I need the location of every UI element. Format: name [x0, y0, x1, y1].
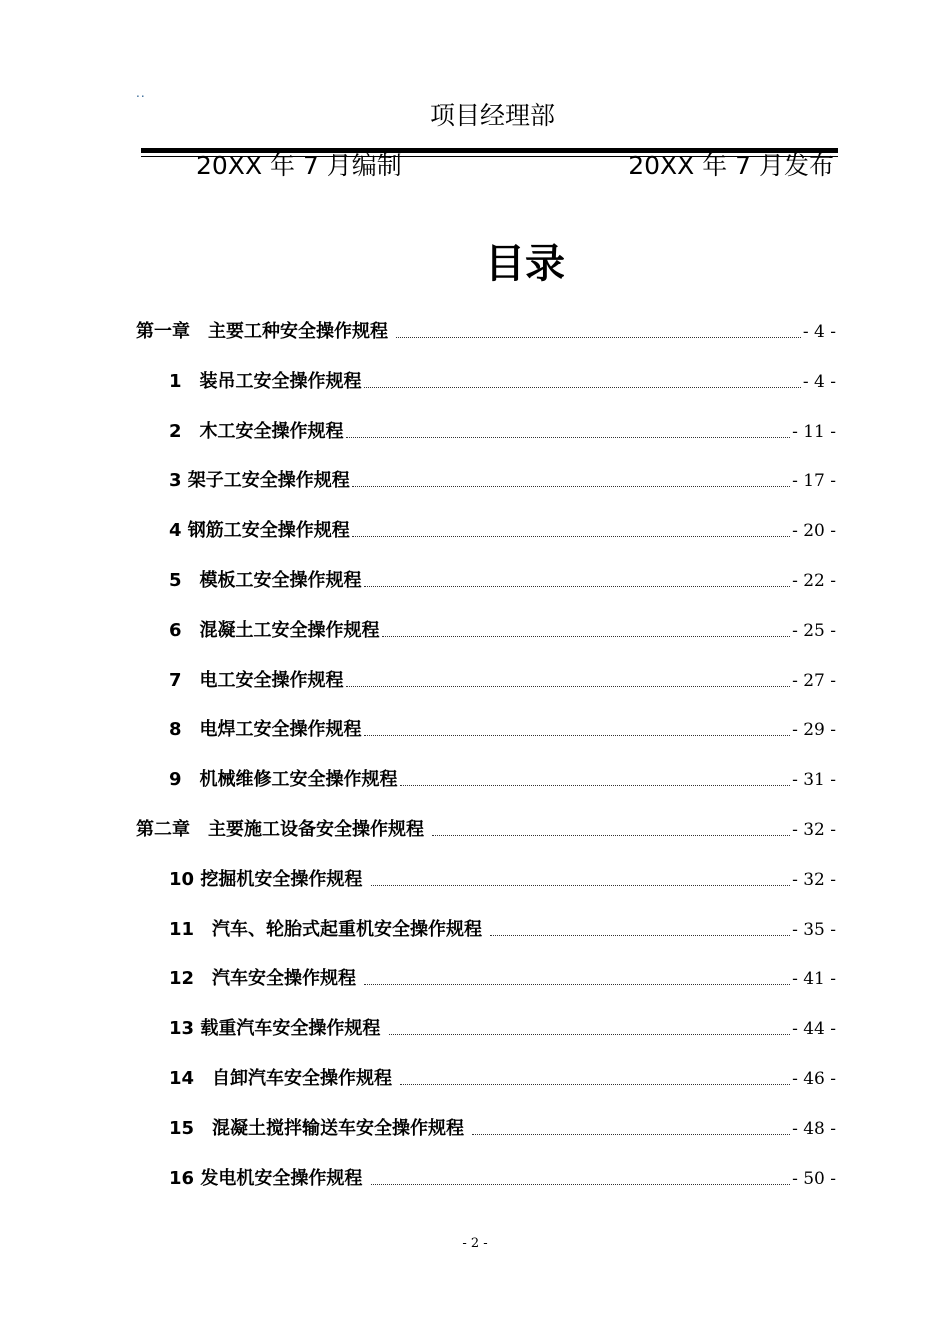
dot-leader [371, 1183, 790, 1185]
toc-entry[interactable] [169, 567, 836, 593]
toc-entry-page: - 20 - [792, 521, 836, 541]
toc-entry-page: - 11 - [792, 422, 836, 442]
toc-entry-page: - 44 - [792, 1019, 836, 1039]
toc-entry[interactable] [169, 1115, 836, 1141]
compiled-date: 20XX 年 7 月编制 [196, 151, 402, 180]
toc-entry-label: 13 载重汽车安全操作规程 [169, 1018, 387, 1039]
toc-chapter-entry[interactable] [136, 318, 836, 344]
toc-entry-page: - 31 - [792, 770, 836, 790]
dot-leader [389, 1033, 790, 1035]
toc-entry[interactable] [169, 916, 836, 942]
toc-entry-page: - 35 - [792, 920, 836, 940]
toc-entry[interactable] [169, 1065, 836, 1091]
toc-entry[interactable] [169, 667, 836, 693]
toc-entry[interactable] [169, 467, 836, 493]
dot-leader [400, 1083, 790, 1085]
dot-leader [396, 336, 801, 338]
toc-entry-label: 1 装吊工安全操作规程 [169, 371, 362, 392]
dot-leader [432, 834, 790, 836]
toc-entry-label: 4 钢筋工安全操作规程 [169, 520, 350, 541]
toc-entry-label: 第一章 主要工种安全操作规程 [136, 321, 395, 342]
page-number: - 2 - [462, 1236, 488, 1251]
toc-entry[interactable] [169, 716, 836, 742]
toc-entry[interactable] [169, 368, 836, 394]
dot-leader [352, 485, 790, 487]
toc-entry-label: 12 汽车安全操作规程 [169, 968, 363, 989]
toc-entry-label: 6 混凝土工安全操作规程 [169, 620, 380, 641]
toc-entry-label: 5 模板工安全操作规程 [169, 570, 362, 591]
dot-leader [364, 983, 790, 985]
toc-entry-page: - 22 - [792, 571, 836, 591]
toc-entry-page: - 50 - [792, 1169, 836, 1189]
toc-entry-label: 2 木工安全操作规程 [169, 421, 344, 442]
header-mark: .. [136, 86, 146, 100]
toc-entry[interactable] [169, 866, 836, 892]
dot-leader [490, 934, 790, 936]
toc-entry-page: - 4 - [802, 322, 836, 342]
toc-entry-page: - 46 - [792, 1069, 836, 1089]
toc-entry[interactable] [169, 418, 836, 444]
department-title: 项目经理部 [429, 101, 555, 130]
toc-entry-label: 3 架子工安全操作规程 [169, 470, 350, 491]
dot-leader [364, 734, 791, 736]
dot-leader [400, 784, 791, 786]
toc-entry[interactable] [169, 965, 836, 991]
toc-entry[interactable] [169, 1015, 836, 1041]
toc-entry[interactable] [169, 1165, 836, 1191]
toc-entry-label: 第二章 主要施工设备安全操作规程 [136, 819, 431, 840]
dot-leader [371, 884, 790, 886]
toc-entry-page: - 4 - [802, 372, 836, 392]
dot-leader [352, 535, 790, 537]
toc-entry[interactable] [169, 766, 836, 792]
toc-entry-page: - 48 - [792, 1119, 836, 1139]
dot-leader [382, 635, 791, 637]
dot-leader [364, 585, 791, 587]
dot-leader [346, 436, 791, 438]
toc-entry-page: - 17 - [792, 471, 836, 491]
toc-entry-label: 16 发电机安全操作规程 [169, 1168, 369, 1189]
toc-entry-label: 7 电工安全操作规程 [169, 670, 344, 691]
toc-title: 目录 [485, 241, 565, 287]
toc-chapter-entry[interactable] [136, 816, 836, 842]
toc-entry-page: - 32 - [792, 820, 836, 840]
toc-entry-label: 8 电焊工安全操作规程 [169, 719, 362, 740]
toc-entry-label: 15 混凝土搅拌输送车安全操作规程 [169, 1118, 471, 1139]
toc-entry-page: - 25 - [792, 621, 836, 641]
dot-leader [472, 1133, 790, 1135]
toc-entry[interactable] [169, 617, 836, 643]
toc-entry-label: 11 汽车、轮胎式起重机安全操作规程 [169, 919, 489, 940]
toc-entry-label: 14 自卸汽车安全操作规程 [169, 1068, 399, 1089]
toc-entry-page: - 32 - [792, 870, 836, 890]
toc-entry[interactable] [169, 517, 836, 543]
toc-entry-page: - 29 - [792, 720, 836, 740]
toc-entry-page: - 41 - [792, 969, 836, 989]
toc-entry-label: 9 机械维修工安全操作规程 [169, 769, 398, 790]
toc-entry-page: - 27 - [792, 671, 836, 691]
published-date: 20XX 年 7 月发布 [628, 151, 834, 180]
dot-leader [346, 685, 791, 687]
dot-leader [364, 386, 801, 388]
toc-entry-label: 10 挖掘机安全操作规程 [169, 869, 369, 890]
